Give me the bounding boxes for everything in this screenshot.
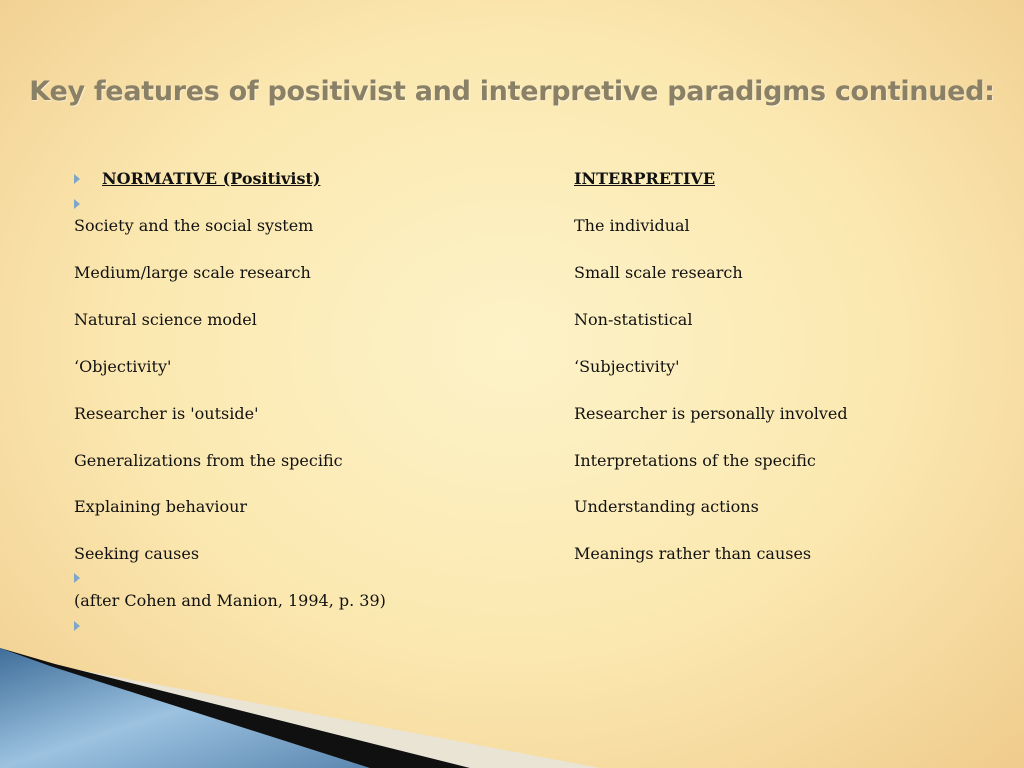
right-cell: ‘Subjectivity'	[574, 357, 680, 376]
triangle-right-icon	[74, 199, 80, 209]
triangle-right-icon	[74, 573, 80, 583]
table-row	[0, 449, 1024, 473]
table-row	[0, 542, 1024, 566]
left-cell: Explaining behaviour	[74, 497, 248, 516]
left-cell: Generalizations from the specific	[74, 451, 343, 470]
empty-bullet-row	[0, 566, 1024, 590]
table-row	[0, 355, 1024, 379]
right-cell: Non-statistical	[574, 310, 693, 329]
right-cell: Meanings rather than causes	[574, 544, 812, 563]
left-cell: Medium/large scale research	[74, 263, 311, 282]
left-column-heading: NORMATIVE (Positivist)	[102, 169, 321, 188]
table-row	[0, 495, 1024, 519]
header-row	[0, 167, 1024, 191]
left-cell: Natural science model	[74, 310, 257, 329]
left-cell: Researcher is 'outside'	[74, 404, 259, 423]
empty-bullet-row	[0, 614, 1024, 638]
citation-row	[0, 589, 1024, 613]
table-row	[0, 214, 1024, 238]
triangle-right-icon	[74, 621, 80, 631]
left-cell: Seeking causes	[74, 544, 200, 563]
right-cell: The individual	[574, 216, 690, 235]
triangle-right-icon	[74, 174, 80, 184]
right-column-heading: INTERPRETIVE	[574, 169, 716, 188]
left-cell: Society and the social system	[74, 216, 314, 235]
empty-bullet-row	[0, 192, 1024, 216]
right-cell: Understanding actions	[574, 497, 759, 516]
slide-title: Key features of positivist and interpretive paradigms continued:	[29, 76, 995, 107]
table-row	[0, 308, 1024, 332]
left-cell: ‘Objectivity'	[74, 357, 172, 376]
right-cell: Researcher is personally involved	[574, 404, 848, 423]
citation: (after Cohen and Manion, 1994, p. 39)	[74, 591, 386, 610]
table-row	[0, 261, 1024, 285]
table-row	[0, 402, 1024, 426]
right-cell: Small scale research	[574, 263, 743, 282]
right-cell: Interpretations of the specific	[574, 451, 816, 470]
